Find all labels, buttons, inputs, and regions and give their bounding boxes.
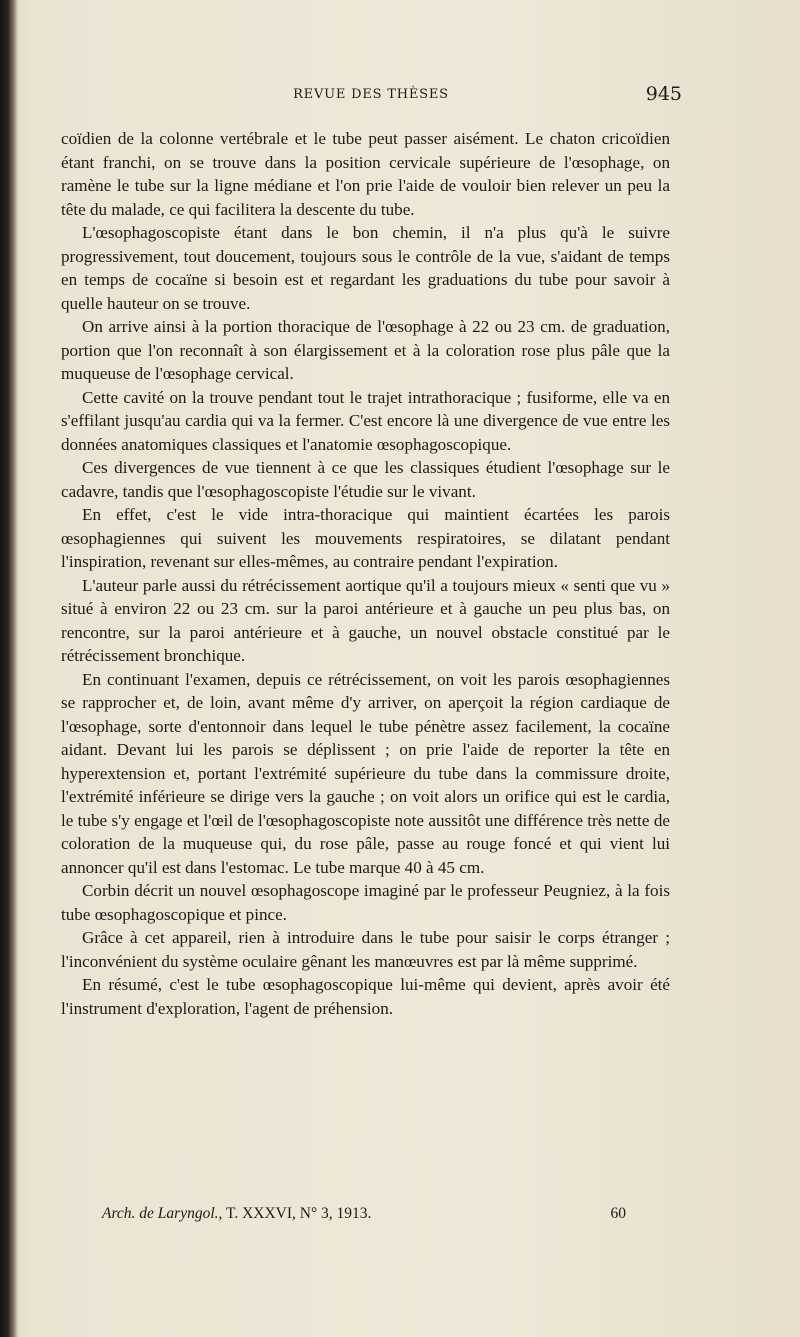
paragraph: On arrive ainsi à la portion thoracique de l'œsophage à 22 ou 23 cm. de graduation, portion que l'on reconnaît à son élargissement et à la coloration rose plus pâle que la muqueuse de l'œsophage cervical. bbox=[61, 317, 670, 383]
paragraph: En résumé, c'est le tube œsophagoscopique lui-même qui devient, après avoir été l'instrument d'exploration, l'agent de préhension. bbox=[61, 975, 670, 1018]
page-header bbox=[60, 83, 682, 109]
paragraph: Ces divergences de vue tiennent à ce que les classiques étudient l'œsophage sur le cadavre, tandis que l'œsophagoscopiste l'étudie sur le vivant. bbox=[61, 458, 670, 501]
signature-mark: 60 bbox=[610, 1205, 626, 1222]
paragraph: coïdien de la colonne vertébrale et le tube peut passer aisément. Le chaton cricoïdien étant franchi, on se trouve dans la position cervicale supérieure de l'œsophage, on ramène le tube sur la ligne médiane et l'on prie l'aide de vouloir bien relever un peu la tête du malade, ce qui facilitera la descente du tube. bbox=[61, 129, 670, 219]
citation-details: , T. XXXVI, N° 3, 1913. bbox=[218, 1205, 372, 1222]
paragraph: En effet, c'est le vide intra-thoracique qui maintient écartées les parois œsophagiennes qui suivent les mouvements respiratoires, se dilatant pendant l'inspiration, revenant sur elles-mêmes, au contraire pendant l'expiration. bbox=[61, 505, 670, 571]
book-spine-edge bbox=[0, 0, 18, 1337]
body-text bbox=[61, 127, 670, 1020]
journal-title: Arch. de Laryngol. bbox=[102, 1205, 219, 1222]
paragraph: L'auteur parle aussi du rétrécissement aortique qu'il a toujours mieux « senti que vu » situé à environ 22 ou 23 cm. sur la paroi antérieure et à gauche un peu plus bas, on rencontre, sur la paroi antérieure et à gauche, un nouvel obstacle constitué par le rétrécissement bronchique. bbox=[61, 575, 670, 665]
paragraph: Cette cavité on la trouve pendant tout le trajet intrathoracique ; fusiforme, elle va en s'effilant jusqu'au cardia qui va la fermer. C'est encore là une divergence de vue entre les données anatomiques classiques et l'anatomie œsophagoscopique. bbox=[61, 387, 670, 454]
paragraph: Corbin décrit un nouvel œsophagoscope imaginé par le professeur Peugniez, à la fois tube œsophagoscopique et pince. bbox=[61, 881, 670, 924]
paragraph: En continuant l'examen, depuis ce rétrécissement, on voit les parois œsophagiennes se rapprocher et, de loin, avant même d'y arriver, on aperçoit la région cardiaque de l'œsophage, sorte d'entonnoir dans lequel le tube pénètre assez facilement, la cocaïne aidant. Devant lui les parois se déplissent ; on prie l'aide de reporter la tête en hyperextension et, portant l'extrémité supérieure du tube dans la commissure droite, l'extrémité inférieure se dirige vers la gauche ; on voit alors un orifice qui est le cardia, le tube s'y engage et l'œil de l'œsophagoscopiste note aussitôt une différence très nette de coloration de la muqueuse qui, du rose pâle, passe au rouge foncé et qui vient lui annoncer qu'il est dans l'estomac. Le tube marque 40 à 45 cm. bbox=[61, 669, 670, 877]
running-head: REVUE DES THÈSES bbox=[293, 87, 449, 102]
page-number: 945 bbox=[645, 83, 682, 105]
footer-citation bbox=[102, 1205, 371, 1223]
paragraph: L'œsophagoscopiste étant dans le bon chemin, il n'a plus qu'à le suivre progressivement, tout doucement, toujours sous le contrôle de la vue, s'aidant de temps en temps de cocaïne si besoin est et regardant les graduations du tube pour savoir à quelle hauteur on se trouve. bbox=[61, 223, 670, 313]
paragraph: Grâce à cet appareil, rien à introduire dans le tube pour saisir le corps étranger ; l'inconvénient du système oculaire gênant les manœuvres est par là même supprimé. bbox=[61, 928, 670, 971]
page-footer bbox=[102, 1205, 626, 1227]
